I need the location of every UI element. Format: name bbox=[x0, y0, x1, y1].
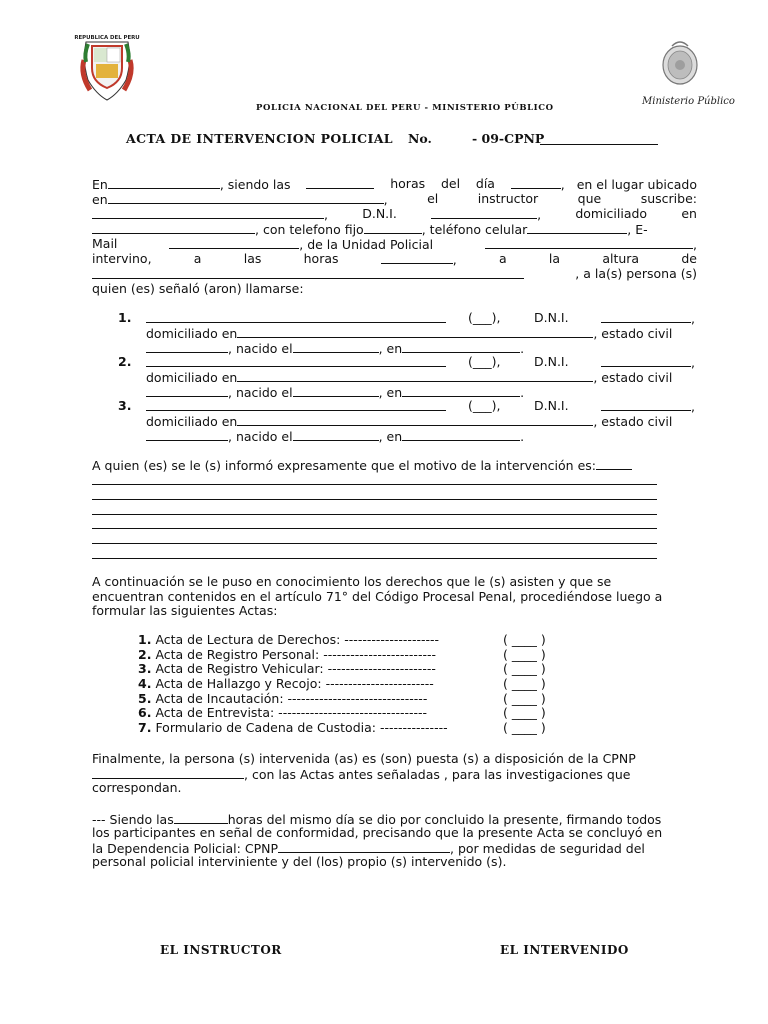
number-label: No. bbox=[408, 131, 432, 146]
signature-instructor: EL INSTRUCTOR bbox=[160, 943, 282, 957]
acta-item-1: 1. Acta de Lectura de Derechos: --------------------- bbox=[138, 632, 440, 647]
cierre-line-3: la Dependencia Policial: CPNP , por medidas de seguridad del bbox=[92, 841, 645, 856]
acta-checkbox-7[interactable]: ( ____ ) bbox=[503, 720, 546, 735]
acta-item-2: 2. Acta de Registro Personal: ------------------------- bbox=[138, 647, 436, 662]
acta-checkbox-1[interactable]: ( ____ ) bbox=[503, 632, 546, 647]
motivo-blank-2 bbox=[92, 499, 657, 500]
person-2-name-line bbox=[146, 366, 446, 367]
person-3-name-line bbox=[146, 410, 446, 411]
person-3-domicile: domiciliado en , estado civil bbox=[146, 414, 673, 429]
acta-item-3: 3. Acta de Registro Vehicular: ------------------------ bbox=[138, 661, 436, 676]
continuacion-line-3: formular las siguientes Actas: bbox=[92, 603, 278, 618]
person-1-dni-line: , bbox=[601, 310, 695, 326]
ministerio-publico-seal bbox=[660, 38, 700, 88]
finalmente-line-2: , con las Actas antes señaladas , para las investigaciones que bbox=[92, 766, 697, 782]
person-2-domicile: domiciliado en , estado civil bbox=[146, 370, 673, 385]
person-3-paren: (___), bbox=[468, 398, 501, 413]
motivo-blank-3 bbox=[92, 514, 657, 515]
continuacion-line-1: A continuación se le puso en conocimiento los derechos que le (s) asisten y que se bbox=[92, 574, 612, 589]
continuacion-line-2: encuentran contenidos en el artículo 71° del Código Procesal Penal, procediéndose luego a bbox=[92, 589, 663, 604]
person-1-birth: , nacido el , en . bbox=[146, 340, 524, 356]
acta-checkbox-3[interactable]: ( ____ ) bbox=[503, 661, 546, 676]
acta-item-4: 4. Acta de Hallazgo y Recojo: ------------------------ bbox=[138, 676, 434, 691]
cierre-line-4: personal policial interviniente y del (los) propio (s) intervenido (s). bbox=[92, 854, 507, 869]
ministerio-publico-caption: Ministerio Público bbox=[642, 96, 735, 107]
intro-line-8: quien (es) señaló (aron) llamarse: bbox=[92, 281, 304, 296]
finalmente-line-1: Finalmente, la persona (s) intervenida (as) es (son) puesta (s) a disposición de la CPNP bbox=[92, 751, 636, 766]
person-2-birth: , nacido el , en . bbox=[146, 384, 524, 400]
intro-line-7: , a la(s) persona (s) bbox=[92, 266, 697, 282]
intro-line-6: intervino, a las horas , a la altura de bbox=[92, 251, 697, 267]
acta-item-7: 7. Formulario de Cadena de Custodia: --------------- bbox=[138, 720, 448, 735]
person-2-dni-line: , bbox=[601, 354, 695, 370]
peru-coat-of-arms-logo bbox=[74, 30, 140, 104]
intro-line-4: , con telefono fijo , teléfono celular , E- bbox=[92, 221, 697, 237]
person-1-number: 1. bbox=[118, 310, 132, 325]
person-1-domicile: domiciliado en , estado civil bbox=[146, 326, 673, 341]
acta-checkbox-4[interactable]: ( ____ ) bbox=[503, 676, 546, 691]
motivo-line: A quien (es) se le (s) informó expresamente que el motivo de la intervención es: bbox=[92, 457, 632, 473]
intro-line-1: En , siendo las horas del día , en el lugar ubicado bbox=[92, 176, 697, 192]
cierre-line-2: los participantes en señal de conformidad, precisando que la presente Acta se concluyó en bbox=[92, 825, 663, 840]
institution-heading: POLICIA NACIONAL DEL PERU - MINISTERIO PÚBLICO bbox=[256, 103, 554, 113]
motivo-blank-6 bbox=[92, 558, 657, 559]
acta-checkbox-5[interactable]: ( ____ ) bbox=[503, 691, 546, 706]
motivo-blank-5 bbox=[92, 543, 657, 544]
motivo-blank-1 bbox=[92, 484, 657, 485]
person-1-name-line bbox=[146, 322, 446, 323]
person-1-paren: (___), bbox=[468, 310, 501, 325]
title-blank-line bbox=[540, 144, 658, 145]
person-2-number: 2. bbox=[118, 354, 132, 369]
finalmente-line-3: correspondan. bbox=[92, 780, 182, 795]
person-3-birth: , nacido el , en . bbox=[146, 428, 524, 444]
acta-item-5: 5. Acta de Incautación: ------------------------------- bbox=[138, 691, 428, 706]
person-3-dni-line: , bbox=[601, 398, 695, 414]
acta-checkbox-2[interactable]: ( ____ ) bbox=[503, 647, 546, 662]
intro-line-3: , D.N.I. , domiciliado en bbox=[92, 206, 697, 222]
document-title: ACTA DE INTERVENCION POLICIAL bbox=[126, 131, 394, 146]
acta-item-6: 6. Acta de Entrevista: --------------------------------- bbox=[138, 705, 428, 720]
intro-line-5: Mail , de la Unidad Policial , bbox=[92, 236, 697, 252]
signature-intervenido: EL INTERVENIDO bbox=[500, 943, 629, 957]
person-2-paren: (___), bbox=[468, 354, 501, 369]
person-3-dni-label: D.N.I. bbox=[534, 398, 569, 413]
cierre-line-1: --- Siendo las horas del mismo día se dio por concluido la presente, firmando todos bbox=[92, 812, 662, 827]
person-3-number: 3. bbox=[118, 398, 132, 413]
logo-text: REPUBLICA DEL PERU bbox=[74, 35, 140, 41]
motivo-blank-4 bbox=[92, 528, 657, 529]
person-1-dni-label: D.N.I. bbox=[534, 310, 569, 325]
intro-line-2: en , el instructor que suscribe: bbox=[92, 191, 697, 207]
number-value: - 09-CPNP bbox=[472, 131, 545, 146]
acta-checkbox-6[interactable]: ( ____ ) bbox=[503, 705, 546, 720]
person-2-dni-label: D.N.I. bbox=[534, 354, 569, 369]
